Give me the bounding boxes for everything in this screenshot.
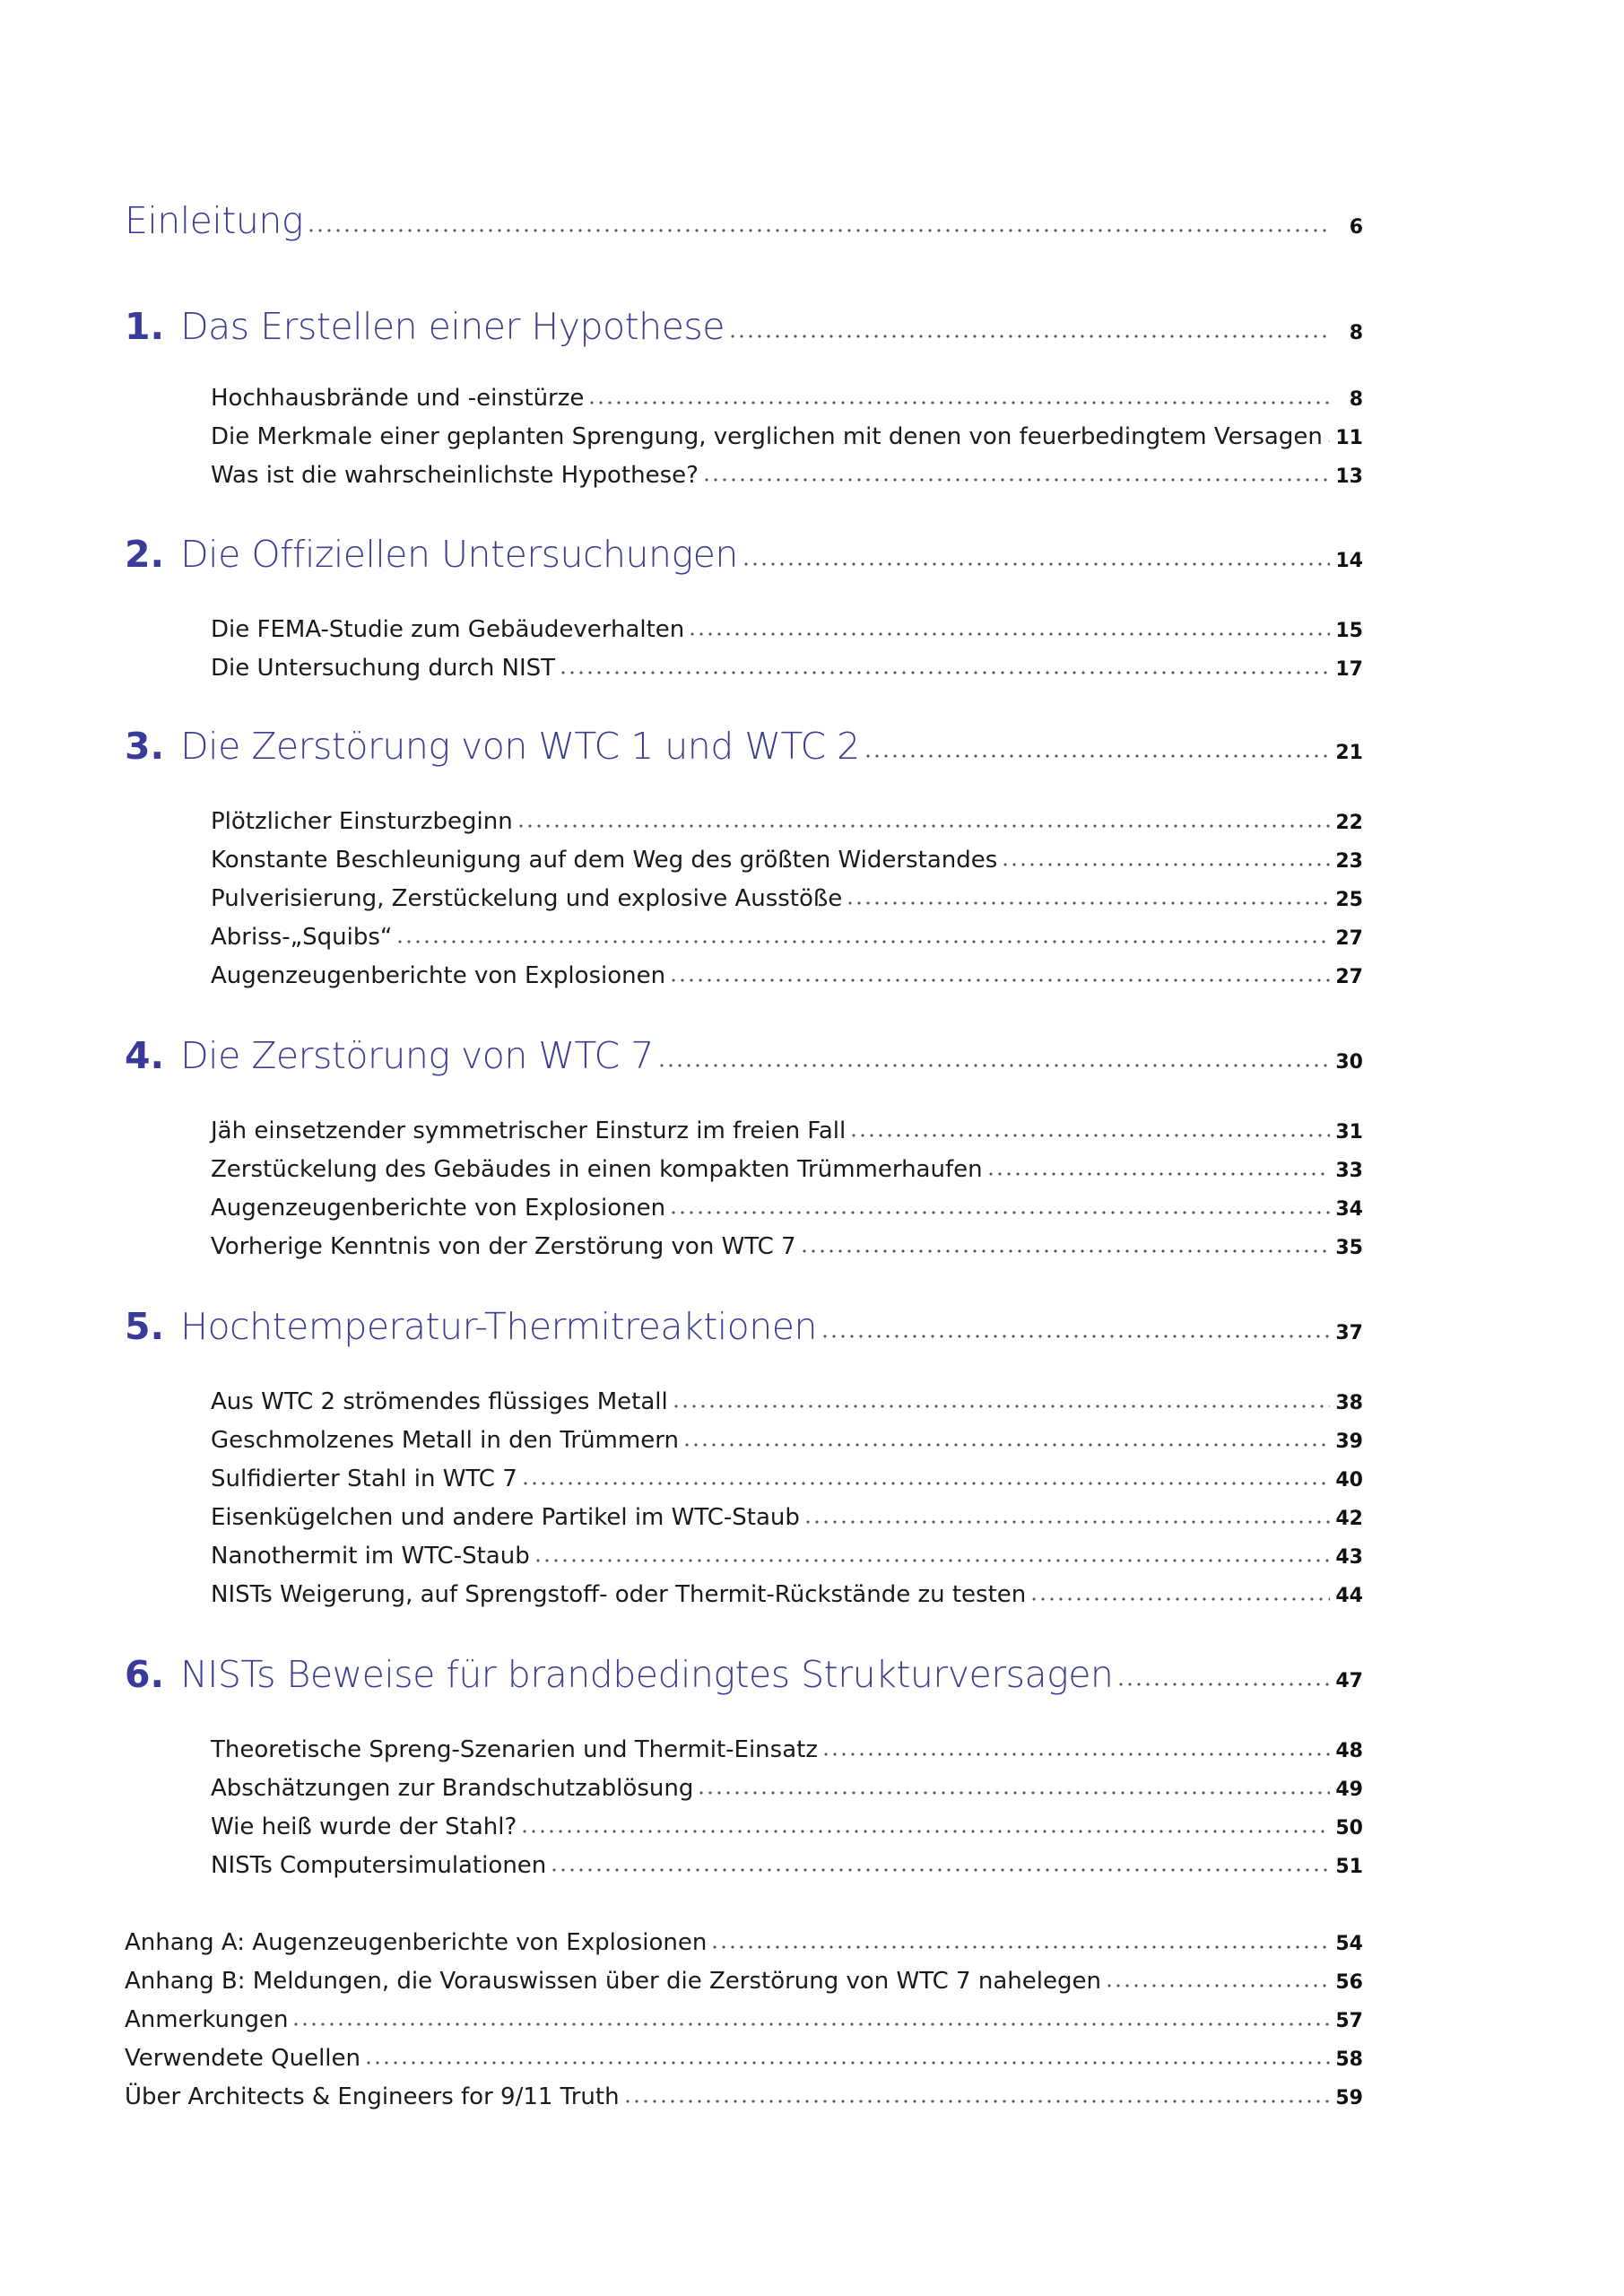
toc-leader-dots: [364, 2042, 1330, 2066]
toc-entry[interactable]: [211, 1540, 1363, 1570]
toc-page-number: 22: [1335, 812, 1363, 834]
toc-page-number: 34: [1335, 1198, 1363, 1221]
toc-page-number: 27: [1335, 966, 1363, 988]
toc-leader-dots: [669, 960, 1330, 983]
toc-page-number: 8: [1349, 388, 1363, 411]
toc-page-number: 6: [1349, 216, 1363, 239]
toc-page-number: 54: [1335, 1933, 1363, 1955]
toc-page-number: 47: [1335, 1670, 1363, 1692]
toc-entry[interactable]: [211, 1811, 1363, 1840]
toc-leader-dots: [669, 1192, 1330, 1215]
toc-page-number: 8: [1349, 322, 1363, 344]
toc-page-number: 39: [1335, 1431, 1363, 1453]
toc-leader-dots: [846, 883, 1330, 906]
toc-entry[interactable]: [211, 652, 1363, 682]
toc-entry[interactable]: [211, 1231, 1363, 1260]
toc-page-number: 13: [1335, 465, 1363, 488]
toc-entry[interactable]: [211, 1386, 1363, 1415]
toc-entry-label: Geschmolzenes Metall in den Trümmern: [211, 1427, 679, 1454]
toc-entry-label: Anhang B: Meldungen, die Vorauswissen über die Zerstörung von WTC 7 nahelegen: [125, 1968, 1101, 1995]
toc-entry[interactable]: [211, 1734, 1363, 1763]
toc-entry[interactable]: [211, 1578, 1363, 1608]
toc-leader-dots: [986, 1153, 1331, 1177]
section-title: Hochtemperatur-Thermitreaktionen: [180, 1305, 817, 1348]
toc-leader-dots: [821, 1734, 1330, 1757]
toc-entry[interactable]: [211, 1463, 1363, 1492]
section-number: 2.: [125, 533, 165, 576]
toc-entry-label: Jäh einsetzender symmetrischer Einsturz im freien Fall: [211, 1118, 847, 1144]
toc-entry-label: Theoretische Spreng-Szenarien und Thermit-Einsatz: [211, 1736, 818, 1763]
toc-entry[interactable]: [211, 1772, 1363, 1802]
toc-entry-label: Hochhausbrände und -einstürze: [211, 385, 585, 412]
toc-entry-label: Die Merkmale einer geplanten Sprengung, verglichen mit denen von feuerbedingtem Versagen: [211, 423, 1323, 450]
toc-leader-dots: [672, 1386, 1331, 1409]
toc-leader-dots: [623, 2081, 1331, 2104]
toc-entry-label: Vorherige Kenntnis von der Zerstörung von WTC 7: [211, 1233, 796, 1260]
toc-entry[interactable]: [211, 844, 1363, 874]
toc-entry-label: Über Architects & Engineers for 9/11 Truth: [125, 2083, 620, 2110]
section-title: NISTs Beweise für brandbedingtes Strukturversagen: [180, 1653, 1114, 1696]
toc-section-2[interactable]: [125, 533, 1363, 576]
toc-entry[interactable]: [211, 883, 1363, 912]
toc-entry-label: Sulfidierter Stahl in WTC 7: [211, 1465, 517, 1492]
toc-leader-dots: [307, 207, 1331, 233]
toc-page-number: 38: [1335, 1392, 1363, 1414]
toc-entry-label: Abriss-„Squibs“: [211, 924, 393, 951]
toc-leader-dots: [1001, 844, 1330, 867]
toc-page-number: 48: [1335, 1740, 1363, 1762]
toc-entry-label: Konstante Beschleunigung auf dem Weg des größten Widerstandes: [211, 847, 998, 874]
section-title: Das Erstellen einer Hypothese: [180, 305, 725, 348]
toc-page-number: 59: [1335, 2087, 1363, 2109]
toc-intro-label: Einleitung: [125, 199, 303, 242]
toc-page-number: 42: [1335, 1508, 1363, 1530]
toc-intro[interactable]: [125, 199, 1363, 242]
section-number: 3.: [125, 725, 165, 768]
toc-leader-dots: [1116, 1661, 1330, 1687]
toc-leader-dots: [702, 459, 1330, 483]
toc-entry-label: Zerstückelung des Gebäudes in einen kompakten Trümmerhaufen: [211, 1156, 983, 1183]
toc-leader-dots: [559, 652, 1330, 675]
toc-leader-dots: [1326, 421, 1331, 444]
toc-entry-label: Nanothermit im WTC-Staub: [211, 1543, 530, 1570]
toc-entry-label: Die Untersuchung durch NIST: [211, 655, 556, 682]
toc-page-number: 17: [1335, 658, 1363, 681]
toc-leader-dots: [800, 1231, 1331, 1254]
toc-section-4[interactable]: [125, 1034, 1363, 1077]
toc-leader-dots: [728, 313, 1331, 339]
toc-entry-label: Augenzeugenberichte von Explosionen: [211, 962, 666, 989]
toc-page-number: 25: [1335, 889, 1363, 911]
toc-leader-dots: [849, 1115, 1330, 1138]
toc-entry-label: Die FEMA-Studie zum Gebäudeverhalten: [211, 616, 685, 643]
toc-entry[interactable]: [211, 960, 1363, 989]
toc-entry-label: Pulverisierung, Zerstückelung und explosive Ausstöße: [211, 885, 843, 912]
toc-page-number: 23: [1335, 850, 1363, 873]
section-number: 4.: [125, 1034, 165, 1077]
toc-leader-dots: [742, 541, 1331, 567]
toc-leader-dots: [587, 382, 1331, 405]
toc-appendix-entry[interactable]: [125, 2042, 1363, 2072]
toc-entry[interactable]: [211, 1153, 1363, 1183]
toc-leader-dots: [1029, 1578, 1330, 1602]
toc-leader-dots: [550, 1849, 1330, 1873]
toc-leader-dots: [1105, 1965, 1330, 1988]
toc-appendix-entry[interactable]: [125, 1926, 1363, 1956]
toc-appendix-entry[interactable]: [125, 2081, 1363, 2110]
toc-entry[interactable]: [211, 1115, 1363, 1144]
toc-entry[interactable]: [211, 1501, 1363, 1531]
section-title: Die Zerstörung von WTC 7: [180, 1034, 654, 1077]
toc-page-number: 51: [1335, 1856, 1363, 1878]
toc-entry-label: Aus WTC 2 strömendes flüssiges Metall: [211, 1388, 668, 1415]
toc-page-number: 27: [1335, 927, 1363, 950]
toc-leader-dots: [682, 1424, 1330, 1448]
toc-leader-dots: [864, 733, 1331, 759]
toc-leader-dots: [697, 1772, 1330, 1796]
toc-page-number: 50: [1335, 1817, 1363, 1839]
toc-page-number: 31: [1335, 1121, 1363, 1144]
toc-entry[interactable]: [211, 1424, 1363, 1454]
toc-leader-dots: [688, 613, 1330, 637]
toc-page-number: 43: [1335, 1546, 1363, 1569]
toc-page-number: 33: [1335, 1160, 1363, 1182]
toc-leader-dots: [821, 1313, 1330, 1339]
toc-entry-label: Was ist die wahrscheinlichste Hypothese?: [211, 462, 699, 489]
toc-page-number: 56: [1335, 1971, 1363, 1994]
toc-page-number: 11: [1335, 427, 1363, 449]
toc-entry-label: Eisenkügelchen und andere Partikel im WTC-Staub: [211, 1504, 800, 1531]
toc-entry[interactable]: [211, 921, 1363, 951]
toc-entry-label: Anmerkungen: [125, 2006, 289, 2033]
toc-leader-dots: [291, 2004, 1330, 2027]
section-number: 6.: [125, 1653, 165, 1696]
toc-page-number: 15: [1335, 620, 1363, 642]
toc-leader-dots: [395, 921, 1330, 944]
toc-appendix-entry[interactable]: [125, 2004, 1363, 2033]
toc-page-number: 14: [1335, 550, 1363, 572]
section-number: 1.: [125, 305, 165, 348]
toc-leader-dots: [710, 1926, 1330, 1950]
toc-page-number: 35: [1335, 1237, 1363, 1259]
toc-entry[interactable]: [211, 1192, 1363, 1222]
toc-page-number: 49: [1335, 1779, 1363, 1801]
toc-section-1[interactable]: [125, 305, 1363, 348]
toc-entry[interactable]: [211, 805, 1363, 835]
toc-section-5[interactable]: [125, 1305, 1363, 1348]
section-title: Die Offiziellen Untersuchungen: [180, 533, 738, 576]
toc-entry[interactable]: [211, 382, 1363, 412]
toc-page-number: 21: [1335, 742, 1363, 764]
section-number: 5.: [125, 1305, 165, 1348]
toc-leader-dots: [520, 1811, 1330, 1834]
toc-leader-dots: [521, 1463, 1331, 1486]
toc-leader-dots: [517, 805, 1331, 829]
toc-entry[interactable]: [211, 613, 1363, 643]
toc-section-3[interactable]: [125, 725, 1363, 768]
toc-leader-dots: [657, 1042, 1331, 1068]
toc-entry-label: Abschätzungen zur Brandschutzablösung: [211, 1775, 694, 1802]
toc-entry[interactable]: [211, 459, 1363, 489]
toc-entry-label: NISTs Computersimulationen: [211, 1852, 547, 1879]
toc-page-number: 37: [1335, 1322, 1363, 1344]
toc-entry[interactable]: [211, 1849, 1363, 1879]
toc-page-number: 44: [1335, 1585, 1363, 1607]
toc-page-number: 57: [1335, 2010, 1363, 2032]
toc-appendix-entry[interactable]: [125, 1965, 1363, 1995]
toc-leader-dots: [803, 1501, 1331, 1525]
toc-leader-dots: [534, 1540, 1331, 1563]
toc-entry-label: Plötzlicher Einsturzbeginn: [211, 808, 513, 835]
toc-entry-label: NISTs Weigerung, auf Sprengstoff- oder Thermit-Rückstände zu testen: [211, 1581, 1027, 1608]
section-title: Die Zerstörung von WTC 1 und WTC 2: [180, 725, 860, 768]
toc-entry-label: Wie heiß wurde der Stahl?: [211, 1813, 517, 1840]
toc-page-number: 40: [1335, 1469, 1363, 1492]
toc-entry-label: Verwendete Quellen: [125, 2045, 361, 2072]
toc-page-number: 58: [1335, 2048, 1363, 2071]
toc-entry-label: Anhang A: Augenzeugenberichte von Explosionen: [125, 1929, 708, 1956]
toc-entry-label: Augenzeugenberichte von Explosionen: [211, 1195, 666, 1222]
toc-page-number: 30: [1335, 1051, 1363, 1074]
toc-section-6[interactable]: [125, 1653, 1363, 1696]
toc-entry[interactable]: [211, 421, 1363, 450]
